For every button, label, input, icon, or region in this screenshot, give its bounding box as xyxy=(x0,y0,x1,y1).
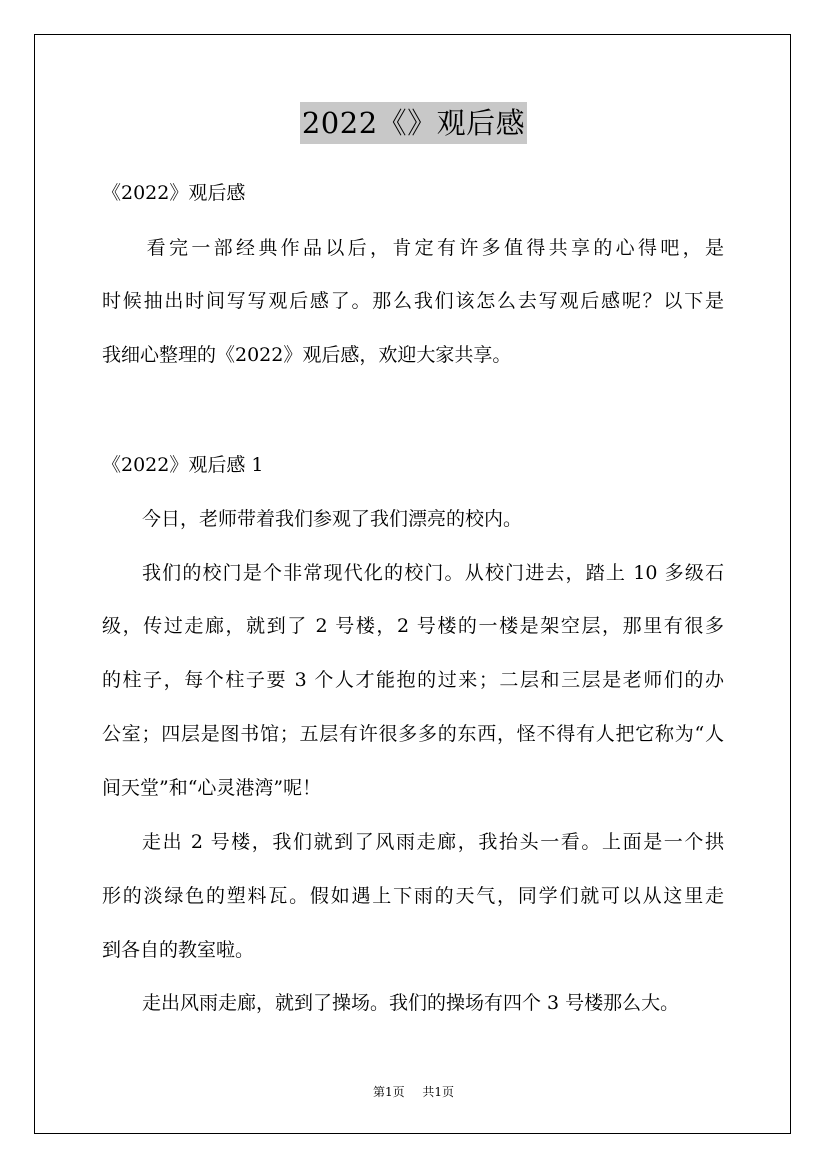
page-total: 共1页 xyxy=(422,1085,454,1099)
section-heading: 《2022》观后感 1 xyxy=(102,454,264,476)
body-line: 间天堂”和“心灵港湾”呢！ xyxy=(102,777,322,799)
title-wrap xyxy=(0,102,827,144)
intro-line: 我细心整理的《2022》观后感，欢迎大家共享。 xyxy=(102,344,512,366)
document-title: 2022《》观后感 xyxy=(300,102,527,144)
body-line: 走出风雨走廊，就到了操场。我们的操场有四个 3 号楼那么大。 xyxy=(142,992,680,1014)
body-line: 级，传过走廊，就到了 2 号楼，2 号楼的一楼是架空层，那里有很多 xyxy=(102,615,724,637)
page-footer xyxy=(0,1084,827,1100)
document-heading: 《2022》观后感 xyxy=(102,182,246,204)
body-line: 的柱子，每个柱子要 3 个人才能抱的过来；二层和三层是老师们的办 xyxy=(102,669,724,691)
body-line: 形的淡绿色的塑料瓦。假如遇上下雨的天气，同学们就可以从这里走 xyxy=(102,885,724,907)
intro-line: 看完一部经典作品以后，肯定有许多值得共享的心得吧，是 xyxy=(102,237,724,259)
body-line: 公室；四层是图书馆；五层有许很多多的东西，怪不得有人把它称为“人 xyxy=(102,723,724,745)
page-number: 第1页 xyxy=(373,1085,405,1099)
body-line: 走出 2 号楼，我们就到了风雨走廊，我抬头一看。上面是一个拱 xyxy=(142,831,724,853)
body-line: 到各自的教室啦。 xyxy=(102,939,255,961)
body-line: 我们的校门是个非常现代化的校门。从校门进去，踏上 10 多级石 xyxy=(142,562,724,584)
intro-line: 时候抽出时间写写观后感了。那么我们该怎么去写观后感呢？以下是 xyxy=(102,290,724,312)
body-line: 今日，老师带着我们参观了我们漂亮的校内。 xyxy=(142,508,523,530)
